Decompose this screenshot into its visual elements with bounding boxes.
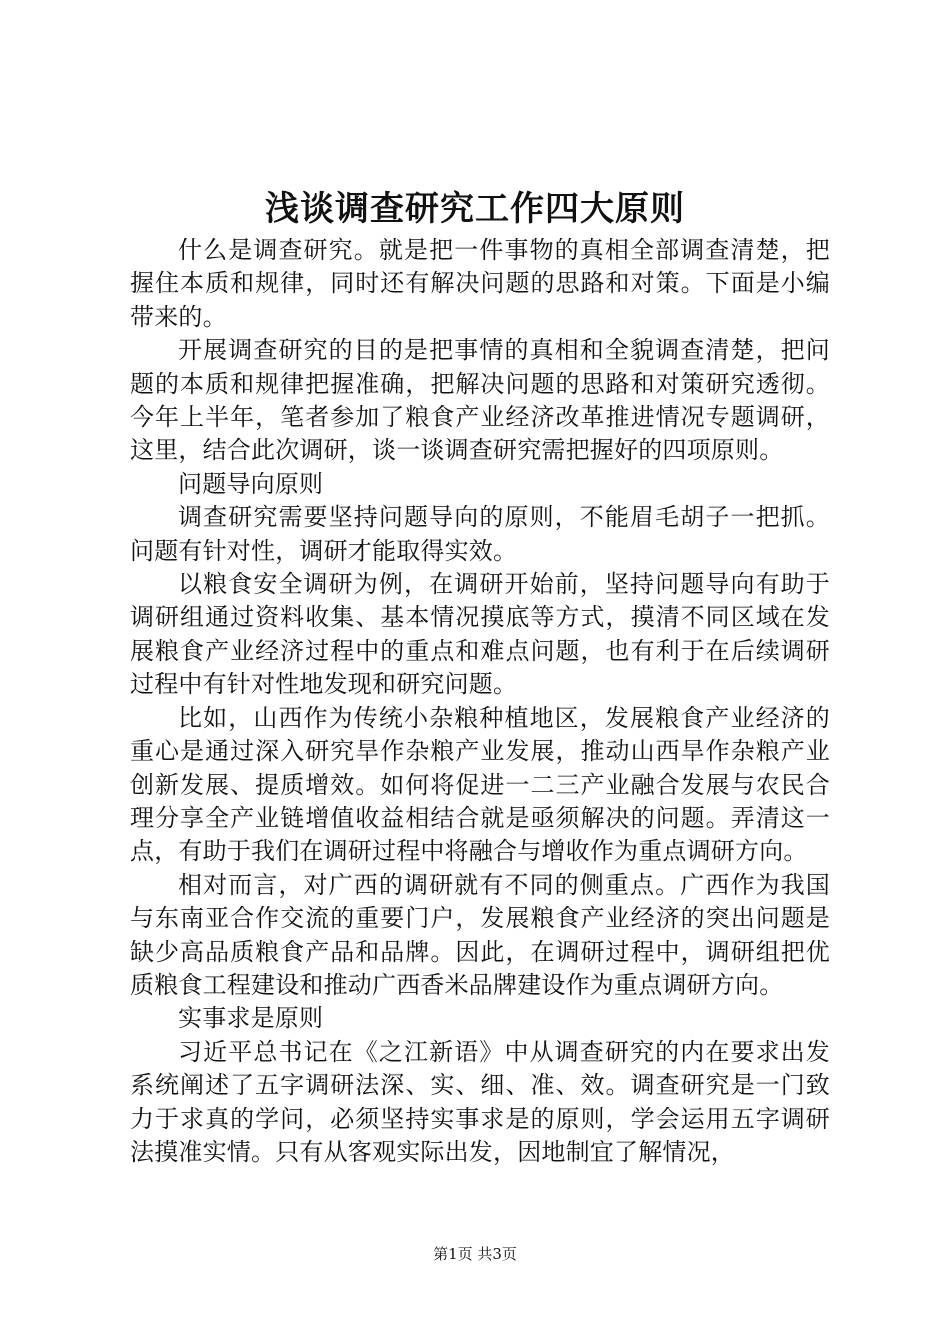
paragraph: 习近平总书记在《之江新语》中从调查研究的内在要求出发系统阐述了五字调研法深、实、细、准、效。调查研究是一门致力于求真的学问，必须坚持实事求是的原则，学会运用五字调研法摸准实情。只有从客观实际出发，因地制宜了解情况，: [130, 1037, 830, 1166]
document-title: 浅谈调查研究工作四大原则: [265, 189, 685, 229]
paragraph: 调查研究需要坚持问题导向的原则，不能眉毛胡子一把抓。问题有针对性，调研才能取得实效。: [130, 503, 830, 565]
paragraph: 比如，山西作为传统小杂粮种植地区，发展粮食产业经济的重心是通过深入研究旱作杂粮产业发展，推动山西旱作杂粮产业创新发展、提质增效。如何将促进一二三产业融合发展与农民合理分享全产业链增值收益相结合就是亟须解决的问题。弄清这一点，有助于我们在调研过程中将融合与增收作为重点调研方向。: [130, 703, 830, 866]
paragraph: 什么是调查研究。就是把一件事物的真相全部调查清楚，把握住本质和规律，同时还有解决问题的思路和对策。下面是小编带来的。: [130, 236, 830, 331]
paragraph: 以粮食安全调研为例，在调研开始前，坚持问题导向有助于调研组通过资料收集、基本情况摸底等方式，摸清不同区域在发展粮食产业经济过程中的重点和难点问题，也有利于在后续调研过程中有针对性地发现和研究问题。: [130, 570, 830, 699]
section-heading: 问题导向原则: [178, 469, 324, 498]
document-body: [130, 234, 830, 1169]
section-heading: 实事求是原则: [178, 1004, 324, 1033]
paragraph: 开展调查研究的目的是把事情的真相和全貌调查清楚，把问题的本质和规律把握准确，把解决问题的思路和对策研究透彻。今年上半年，笔者参加了粮食产业经济改革推进情况专题调研，这里，结合此次调研，谈一谈调查研究需把握好的四项原则。: [130, 336, 830, 465]
page-number-footer: 第1页 共3页: [433, 1245, 517, 1263]
paragraph: 相对而言，对广西的调研就有不同的侧重点。广西作为我国与东南亚合作交流的重要门户，发展粮食产业经济的突出问题是缺少高品质粮食产品和品牌。因此，在调研过程中，调研组把优质粮食工程建设和推动广西香米品牌建设作为重点调研方向。: [130, 870, 830, 999]
